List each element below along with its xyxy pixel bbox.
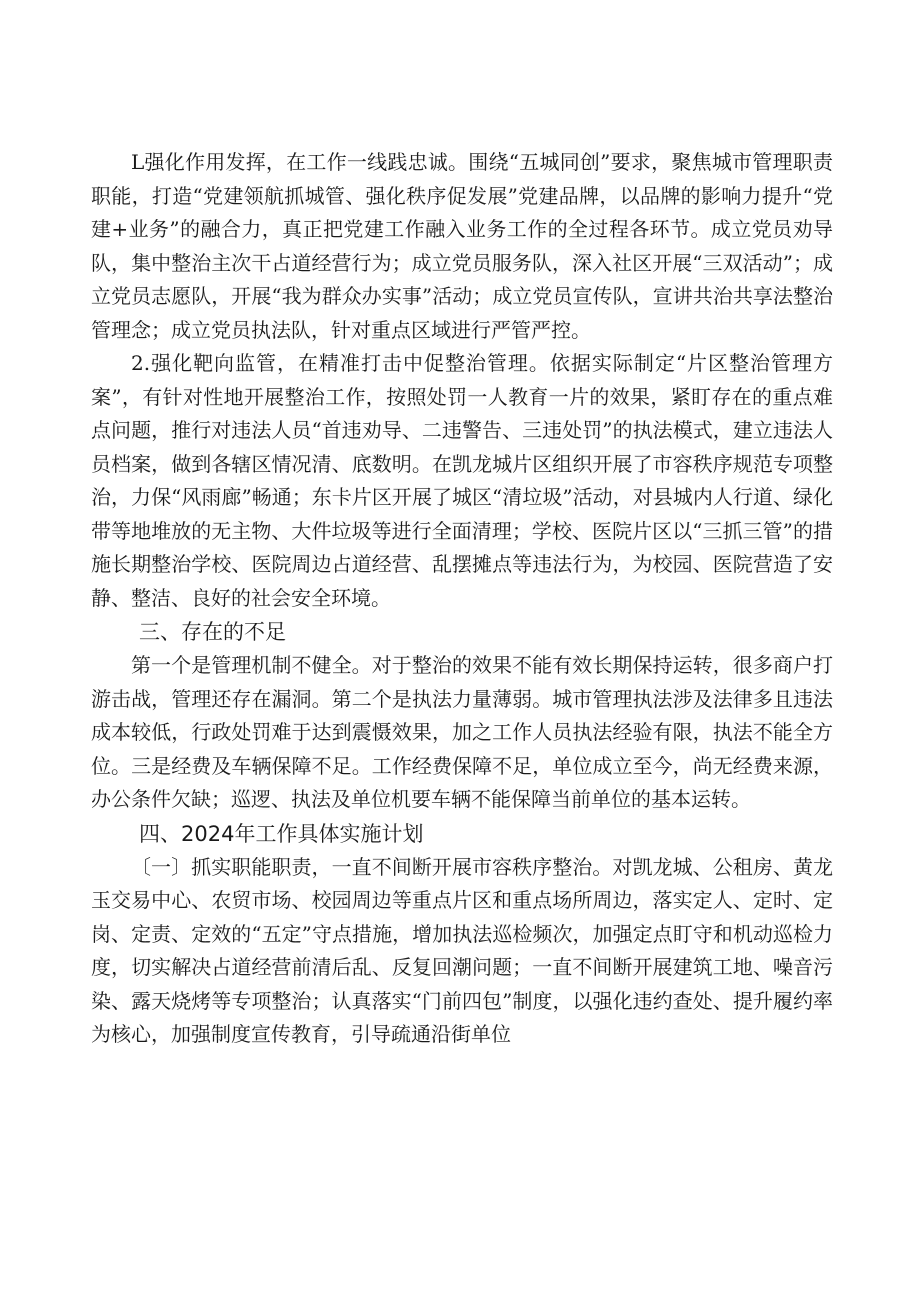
paragraph-targeted-supervision: 2.强化靶向监管，在精准打击中促整治管理。依据实际制定“片区整治管理方案”，有针对性地开展整治工作，按照处罚一人教育一片的效果，紧盯存在的重点难点问题，推行对违法人员“首违劝导、二违警告、三违处罚”的执法模式，建立违法人员档案，做到各辖区情况清、底数明。在凯龙城片区组织开展了市容秩序规范专项整治，力保“风雨廊”畅通；东卡片区开展了城区“清垃圾”活动，对县城内人行道、绿化带等地堆放的无主物、大件垃圾等进行全面清理；学校、医院片区以“三抓三管”的措施长期整治学校、医院周边占道经营、乱摆摊点等违法行为，为校园、医院营造了安静、整洁、良好的社会安全环境。	[91, 351, 833, 610]
section-heading-shortcomings: 三、存在的不足	[139, 620, 286, 644]
paragraph-plan-item-1: 〔一〕抓实职能职责，一直不间断开展市容秩序整治。对凯龙城、公租房、黄龙玉交易中心、农贸市场、校园周边等重点片区和重点场所周边，落实定人、定时、定岗、定责、定效的“五定”守点措施，增加执法巡检频次，加强定点盯守和机动巡检力度，切实解决占道经营前清后乱、反复回潮问题；一直不间断开展建筑工地、噪音污染、露天烧烤等专项整治；认真落实“门前四包”制度，以强化违约查处、提升履约率为核心，加强制度宣传教育，引导疏通沿街单位	[91, 854, 833, 1046]
section-heading-2024-plan: 四、2024年工作具体实施计划	[139, 821, 424, 846]
document-body	[91, 146, 833, 1052]
paragraph-party-building: L强化作用发挥，在工作一线践忠诚。围绕“五城同创”要求，聚焦城市管理职责职能，打造“党建领航抓城管、强化秩序促发展”党建品牌，以品牌的影响力提升“党建+业务”的融合力，真正把党建工作融入业务工作的全过程各环节。成立党员劝导队，集中整治主次干占道经营行为；成立党员服务队，深入社区开展“三双活动”；成立党员志愿队，开展“我为群众办实事”活动；成立党员宣传队，宣讲共治共享法整治管理念；成立党员执法队，针对重点区域进行严管严控。	[91, 150, 833, 342]
paragraph-shortcomings: 第一个是管理机制不健全。对于整治的效果不能有效长期保持运转，很多商户打游击战，管理还存在漏洞。第二个是执法力量薄弱。城市管理执法涉及法律多且违法成本较低，行政处罚难于达到震慑效果，加之工作人员执法经验有限，执法不能全方位。三是经费及车辆保障不足。工作经费保障不足，单位成立至今，尚无经费来源，办公条件欠缺；巡逻、执法及单位机要车辆不能保障当前单位的基本运转。	[91, 653, 833, 811]
